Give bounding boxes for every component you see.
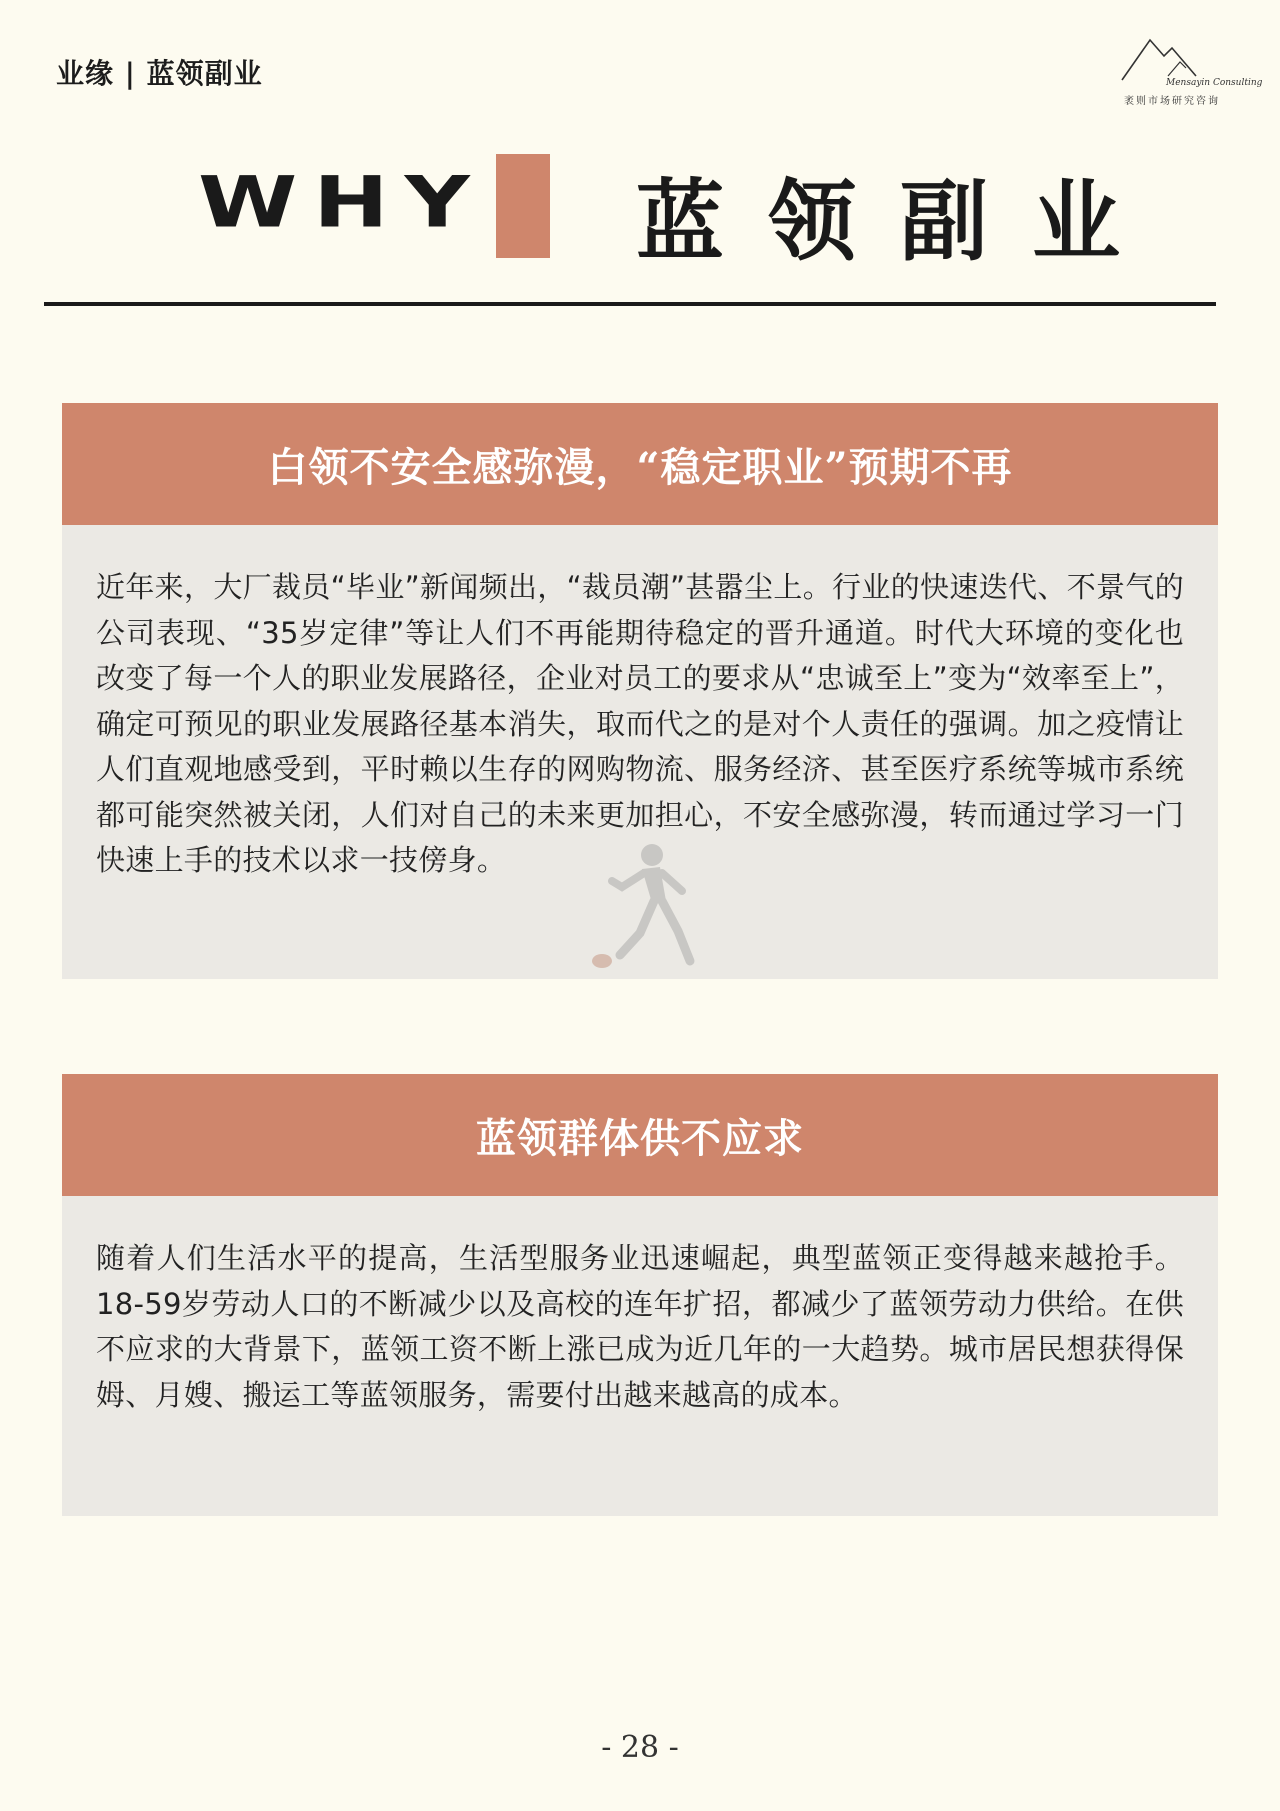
divider [44,302,1216,306]
section-body-text: 近年来，大厂裁员“毕业”新闻频出，“裁员潮”甚嚣尘上。行业的快速迭代、不景气的公司表现、“35岁定律”等让人们不再能期待稳定的晋升通道。时代大环境的变化也改变了每一个人的职业发展路径，企业对员工的要求从“忠诚至上”变为“效率至上”，确定可预见的职业发展路径基本消失，取而代之的是对个人责任的强调。加之疫情让人们直观地感受到，平时赖以生存的网购物流、服务经济、甚至医疗系统等城市系统都可能突然被关闭，人们对自己的未来更加担心，不安全感弥漫，转而通过学习一门快速上手的技术以求一技傍身。 [96,570,1184,877]
mountain-icon [1120,34,1252,84]
page-number: - 28 - [601,1730,679,1765]
section-body-text: 随着人们生活水平的提高，生活型服务业迅速崛起，典型蓝领正变得越来越抢手。18-59岁劳动人口的不断减少以及高校的连年扩招，都减少了蓝领劳动力供给。在供不应求的大背景下，蓝领工资不断上涨已成为近几年的一大趋势。城市居民想获得保姆、月嫂、搬运工等蓝领服务，需要付出越来越高的成本。 [96,1241,1184,1412]
section-heading-bar [62,403,1218,525]
section-heading: 白领不安全感弥漫，“稳定职业”预期不再 [267,443,1013,491]
section-heading: 蓝领群体供不应求 [476,1114,804,1162]
header-label: 业缘 | 蓝领副业 [56,57,263,90]
title-latin: WHY [198,162,486,244]
title-cn: 蓝领副业 [636,169,1165,273]
section-white-collar-insecurity [62,403,1218,979]
section-blue-collar-shortage [62,1074,1218,1516]
logo-script-text: Mensayin Consulting [1166,78,1263,88]
page-title [0,150,1280,273]
logo-cn-text: 袤则市场研究咨询 [1124,96,1220,107]
section-body-panel [62,1196,1218,1516]
brand-logo [1120,34,1263,108]
section-heading-bar [62,1074,1218,1196]
section-body-panel [62,525,1218,979]
title-accent-bar [496,154,550,258]
